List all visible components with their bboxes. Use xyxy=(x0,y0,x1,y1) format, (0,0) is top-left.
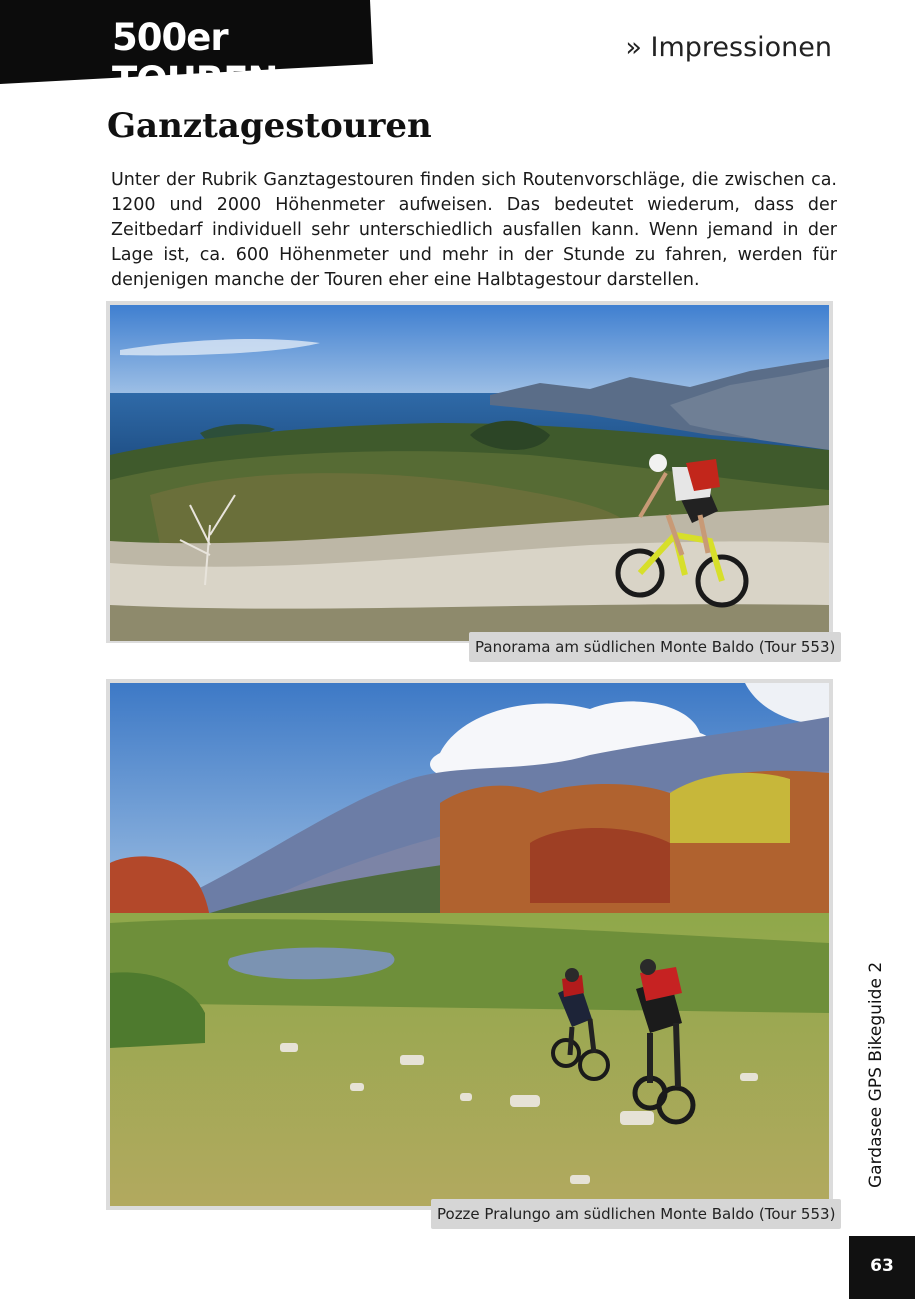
page-number: 63 xyxy=(870,1256,894,1276)
photo-panorama-caption: Panorama am südlichen Monte Baldo (Tour 553) xyxy=(469,632,841,662)
photo-pozze-pralungo xyxy=(106,679,833,1210)
section-label: » Impressionen xyxy=(625,32,832,63)
page-title: Ganztagestouren xyxy=(107,106,432,146)
photo-pozze-pralungo-image xyxy=(110,683,829,1206)
header-badge-text: 500er TOUREN xyxy=(112,16,278,102)
book-title-vertical: Gardasee GPS Bikeguide 2 xyxy=(866,961,886,1188)
photo-panorama xyxy=(106,301,833,643)
header-badge xyxy=(0,0,375,102)
photo-panorama-image xyxy=(110,305,829,641)
intro-paragraph: Unter der Rubrik Ganztagestouren finden sich Routenvorschläge, die zwischen ca. 1200 und 2000 Höhenmeter aufweisen. Das bedeutet wiederum, dass der Zeitbedarf individuell sehr unterschiedlich ausfallen kann. Wenn jemand in der Lage ist, ca. 600 Höhenmeter und mehr in der Stunde zu fahren, werden für denjenigen manche der Touren eher eine Halbtagestour darstellen. xyxy=(111,170,837,290)
photo-pozze-pralungo-caption: Pozze Pralungo am südlichen Monte Baldo (Tour 553) xyxy=(431,1199,841,1229)
page-number-box xyxy=(849,1236,915,1299)
